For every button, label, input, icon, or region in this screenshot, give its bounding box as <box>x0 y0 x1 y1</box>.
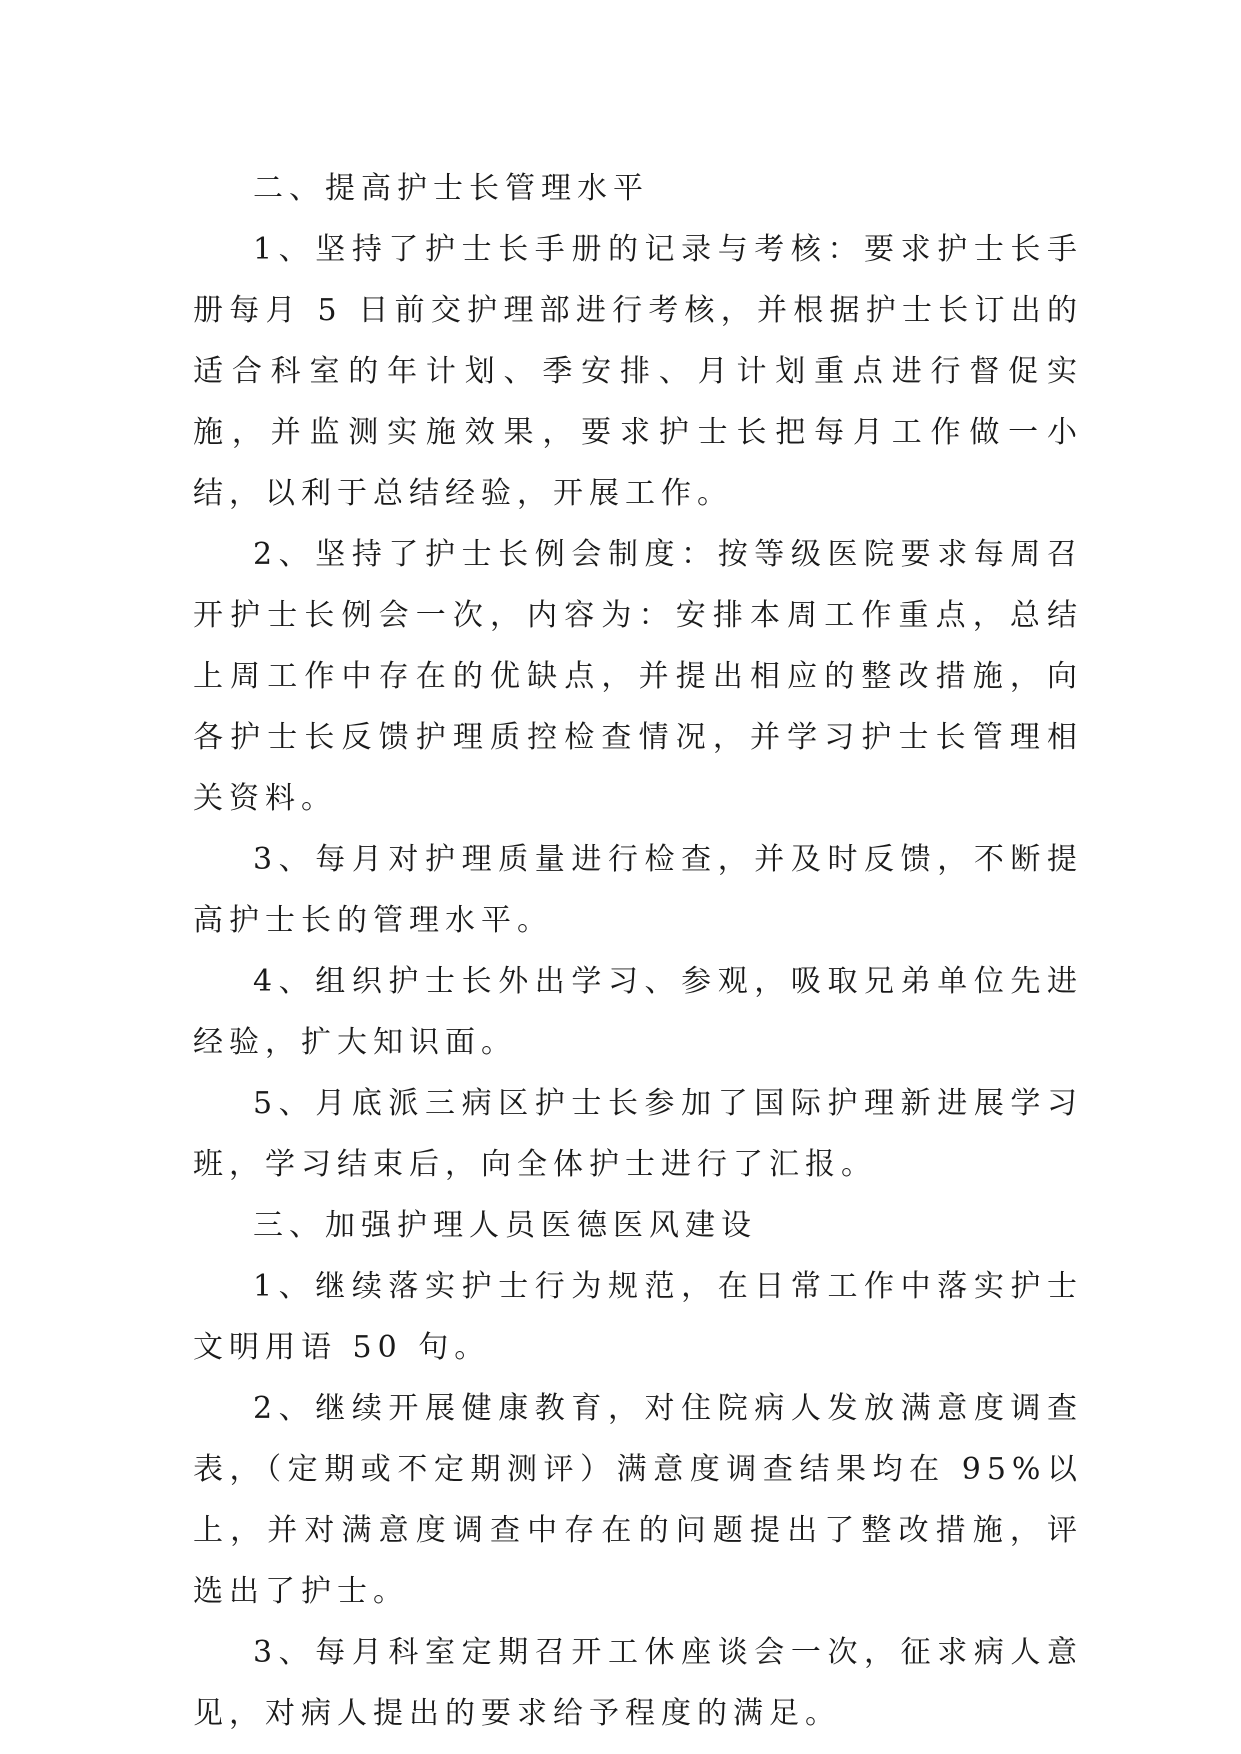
section-heading: 三、加强护理人员医德医风建设 <box>253 1208 757 1243</box>
paragraph: 1、继续落实护士行为规范，在日常工作中落实护士文明用语 50 句。 <box>193 1269 1083 1365</box>
paragraph: 3、每月科室定期召开工休座谈会一次，征求病人意见，对病人提出的要求给予程度的满足。 <box>193 1635 1083 1731</box>
paragraph: 3、每月对护理质量进行检查，并及时反馈，不断提高护士长的管理水平。 <box>193 842 1083 938</box>
section-heading: 二、提高护士长管理水平 <box>253 171 649 206</box>
document-body <box>193 158 1083 1744</box>
paragraph: 2、坚持了护士长例会制度：按等级医院要求每周召开护士长例会一次，内容为：安排本周工作重点，总结上周工作中存在的优缺点，并提出相应的整改措施，向各护士长反馈护理质控检查情况，并学习护士长管理相关资料。 <box>193 537 1083 816</box>
paragraph: 5、月底派三病区护士长参加了国际护理新进展学习班，学习结束后，向全体护士进行了汇报。 <box>193 1086 1083 1182</box>
paragraph: 1、坚持了护士长手册的记录与考核：要求护士长手册每月 5 日前交护理部进行考核，并根据护士长订出的适合科室的年计划、季安排、月计划重点进行督促实施，并监测实施效果，要求护士长把每月工作做一小结，以利于总结经验，开展工作。 <box>193 232 1083 511</box>
paragraph: 2、继续开展健康教育，对住院病人发放满意度调查表，（定期或不定期测评）满意度调查结果均在 95%以上，并对满意度调查中存在的问题提出了整改措施，评选出了护士。 <box>193 1391 1083 1609</box>
paragraph: 4、组织护士长外出学习、参观，吸取兄弟单位先进经验，扩大知识面。 <box>193 964 1083 1060</box>
